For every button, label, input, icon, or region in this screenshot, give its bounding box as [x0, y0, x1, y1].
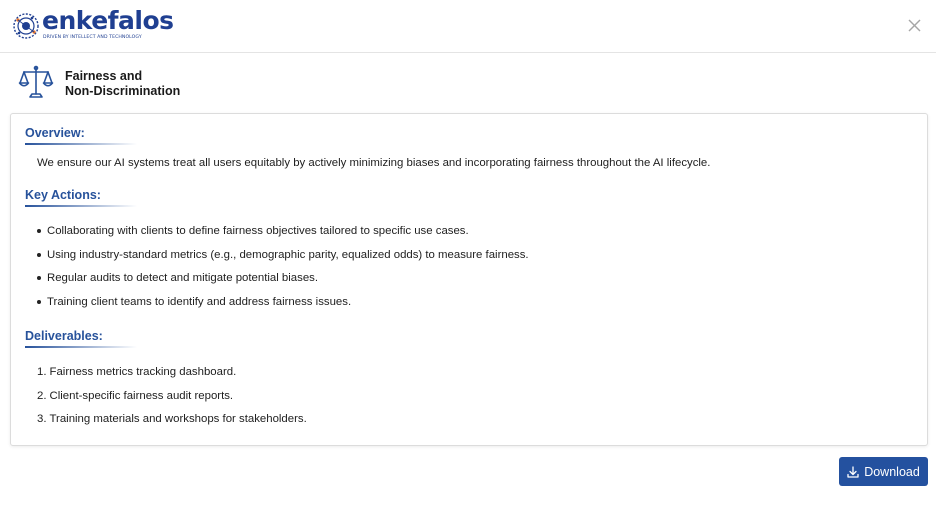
key-actions-list [37, 224, 529, 318]
overview-text: We ensure our AI systems treat all users equitably by actively minimizing biases and incorporating fairness throughout the AI lifecycle. [37, 157, 711, 169]
download-icon [847, 466, 859, 478]
key-actions-heading: Key Actions: [25, 188, 101, 202]
close-icon [908, 19, 921, 32]
deliverables-underline [25, 346, 137, 348]
list-item [37, 389, 307, 413]
content-card [10, 113, 928, 446]
brand-name: enkefalos [42, 6, 174, 35]
list-item: Using industry-standard metrics (e.g., demographic parity, equalized odds) to measure fairness. [37, 248, 529, 272]
page-title [65, 69, 265, 98]
list-text: Fairness metrics tracking dashboard. [49, 366, 237, 378]
scales-icon [18, 64, 54, 100]
list-number: 3. [37, 413, 47, 425]
deliverables-heading: Deliverables: [25, 329, 103, 343]
dialog-header [0, 0, 936, 53]
overview-heading: Overview: [25, 126, 85, 140]
list-item [37, 365, 307, 389]
brain-logo-icon [12, 12, 40, 40]
title-line-2: Non-Discrimination [65, 83, 181, 98]
title-line-1: Fairness and [65, 69, 143, 83]
list-item: Training client teams to identify and address fairness issues. [37, 295, 529, 319]
list-item [37, 412, 307, 436]
key-actions-underline [25, 205, 137, 207]
list-item: Regular audits to detect and mitigate potential biases. [37, 271, 529, 295]
download-button[interactable] [839, 457, 928, 486]
list-number: 1. [37, 366, 47, 378]
list-item: Collaborating with clients to define fairness objectives tailored to specific use cases. [37, 224, 529, 248]
close-button[interactable] [903, 14, 925, 36]
overview-underline [25, 143, 137, 145]
brand-tagline: DRIVEN BY INTELLECT AND TECHNOLOGY [43, 35, 142, 40]
download-label: Download [864, 464, 920, 479]
list-text: Training materials and workshops for stakeholders. [49, 413, 307, 425]
deliverables-list [37, 365, 307, 436]
list-text: Client-specific fairness audit reports. [49, 389, 234, 402]
brand-logo [12, 6, 174, 43]
list-number: 2. [37, 389, 47, 402]
